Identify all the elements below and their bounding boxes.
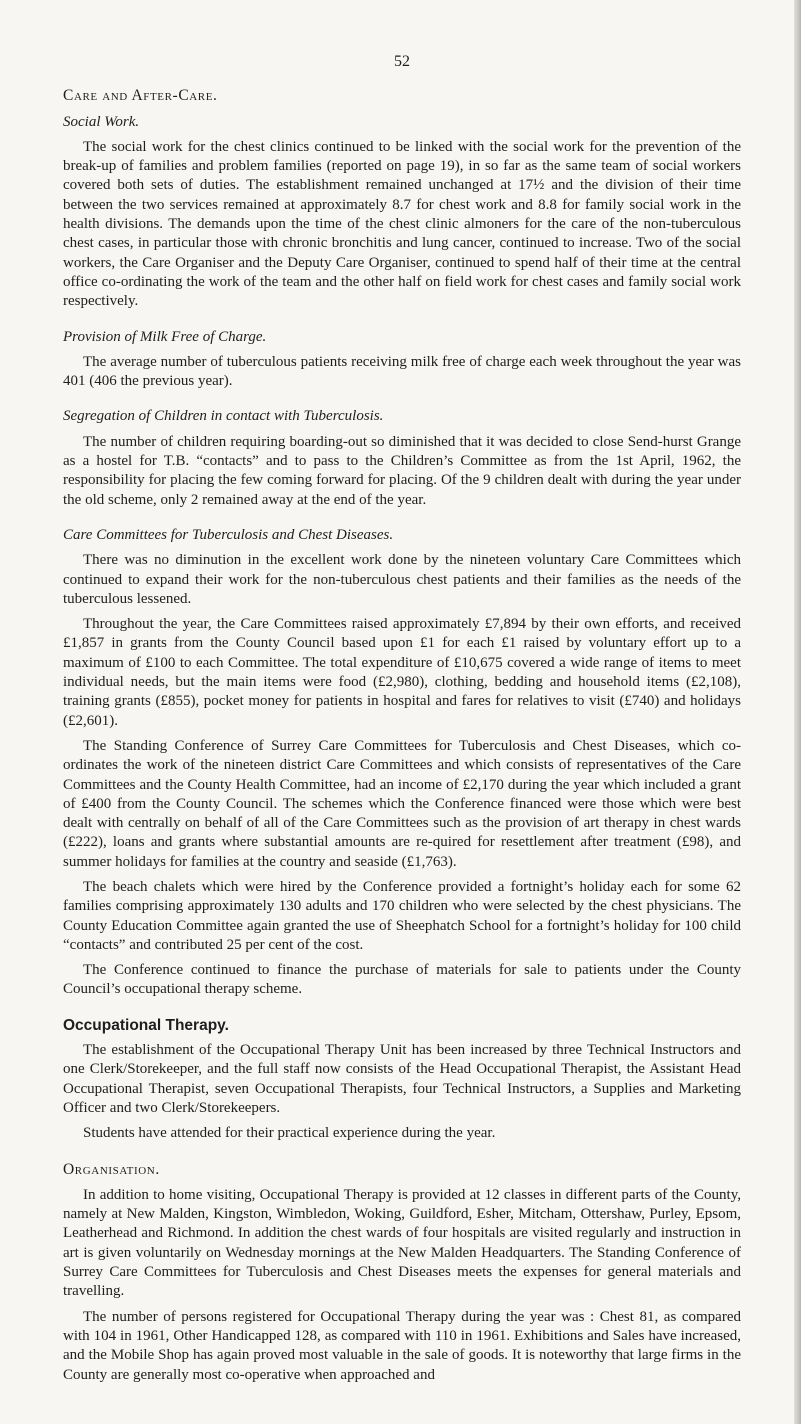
section-organisation bbox=[63, 1160, 741, 1385]
paragraph: There was no diminution in the excellent work done by the nineteen voluntary Care Committees which continued to expand their work for the non-tuberculous chest patients and their families as the needs of the tuberculous lessened. bbox=[63, 552, 741, 607]
heading-occupational-therapy: Occupational Therapy. bbox=[63, 1016, 229, 1034]
paragraph: The Standing Conference of Surrey Care Committees for Tuberculosis and Chest Diseases, which co-ordinates the work of the nineteen district Care Committees and which consists of representatives of the Care Committees and the County Health Committee, had an income of £2,170 during the year which included a grant of £400 from the County Council. The schemes which the Conference financed were those which were best dealt with centrally on behalf of all of the Care Committees such as the provision of art therapy in chest wards (£222), loans and grants where substantial amounts are re-quired for resettlement after treatment (£98), and summer holidays for families at the country and seaside (£1,763). bbox=[63, 737, 741, 870]
paragraph: The social work for the chest clinics continued to be linked with the social work for the prevention of the break-up of families and problem families (reported on page 19), in so far as the same team of social workers covered both sets of duties. The establishment remained unchanged at 17½ and the division of their time between the two services remained at approximately 8.7 for chest work and 8.8 for family social work in the health divisions. The demands upon the time of the chest clinic almoners for the care of the non-tuberculous chest cases, in particular those with chronic bronchitis and lung cancer, continued to increase. Two of the social workers, the Care Organiser and the Deputy Care Organiser, continued to spend half of their time at the central office co-ordinating the work of the team and the other half on field work for chest cases and family social work respectively. bbox=[63, 138, 741, 310]
subheading-social-work: Social Work. bbox=[63, 113, 140, 130]
section-segregation-of-children bbox=[63, 407, 741, 509]
section-heading-care-and-after-care: Care and After-Care. bbox=[63, 87, 218, 105]
subheading-milk-free-of-charge: Provision of Milk Free of Charge. bbox=[63, 328, 267, 345]
paragraph: The beach chalets which were hired by the Conference provided a fortnight’s holiday each for some 62 families comprising approximately 130 adults and 170 children who were selected by the chest physicians. The County Education Committee again granted the use of Sheephatch School for a fortnight’s holiday for 100 child “contacts” and contributed 25 per cent of the cost. bbox=[63, 878, 741, 953]
section-occupational-therapy bbox=[63, 1016, 741, 1144]
page-number: 52 bbox=[394, 53, 410, 70]
section-social-work bbox=[63, 113, 741, 312]
paragraph: The Conference continued to finance the purchase of materials for sale to patients under the County Council’s occupational therapy scheme. bbox=[63, 962, 741, 998]
page-edge-shadow bbox=[794, 0, 801, 1424]
section-milk-free-of-charge bbox=[63, 328, 741, 392]
paragraph: The number of persons registered for Occupational Therapy during the year was : Chest 81, as compared with 104 in 1961, Other Handicapped 128, as compared with 110 in 1961. Exhibitions and Sales have increased, and the Mobile Shop has again proved most valuable in the sale of goods. It is noteworthy that large firms in the County are generally most co-operative when approached and bbox=[63, 1308, 741, 1383]
subheading-care-committees: Care Committees for Tuberculosis and Chest Diseases. bbox=[63, 526, 394, 543]
heading-organisation: Organisation. bbox=[63, 1160, 160, 1178]
paragraph: The average number of tuberculous patients receiving milk free of charge each week throughout the year was 401 (406 the previous year). bbox=[63, 353, 741, 390]
section-care-committees bbox=[63, 526, 741, 1000]
paragraph: The number of children requiring boarding-out so diminished that it was decided to close Send-hurst Grange as a hostel for T.B. “contacts” and to pass to the Children’s Committee as from the 1st April, 1962, the responsibility for placing the few coming forward for placing. Of the 9 children dealt with during the year under the old scheme, only 2 remained away at the end of the year. bbox=[63, 433, 741, 508]
paragraph: In addition to home visiting, Occupational Therapy is provided at 12 classes in different parts of the County, namely at New Malden, Kingston, Wimbledon, Woking, Guildford, Esher, Mitcham, Ottershaw, Purley, Epsom, Leatherhead and Richmond. In addition the chest wards of four hospitals are visited regularly and instruction in art is given voluntarily on Wednesday mornings at the New Malden Headquarters. The Standing Conference of Surrey Care Committees for Tuberculosis and Chest Diseases meets the expenses for general materials and travelling. bbox=[63, 1186, 741, 1300]
subheading-segregation-of-children: Segregation of Children in contact with Tuberculosis. bbox=[63, 408, 384, 425]
document-page bbox=[63, 52, 741, 1401]
paragraph: The establishment of the Occupational Therapy Unit has been increased by three Technical Instructors and one Clerk/Storekeeper, and the full staff now consists of the Head Occupational Therapist, the Assistant Head Occupational Therapist, seven Occupational Therapists, four Technical Instructors, a Supplies and Marketing Officer and two Clerk/Storekeepers. bbox=[63, 1042, 741, 1116]
paragraph: Throughout the year, the Care Committees raised approximately £7,894 by their own efforts, and received £1,857 in grants from the County Council based upon £1 for each £1 raised by voluntary effort up to a maximum of £100 to each Committee. The total expenditure of £10,675 covered a wide range of items to meet individual needs, but the main items were food (£2,980), clothing, bedding and household items (£2,108), training grants (£855), pocket money for patients in hospital and fares for relatives to visit (£740) and holidays (£2,601). bbox=[63, 616, 741, 729]
paragraph: Students have attended for their practical experience during the year. bbox=[83, 1125, 496, 1142]
